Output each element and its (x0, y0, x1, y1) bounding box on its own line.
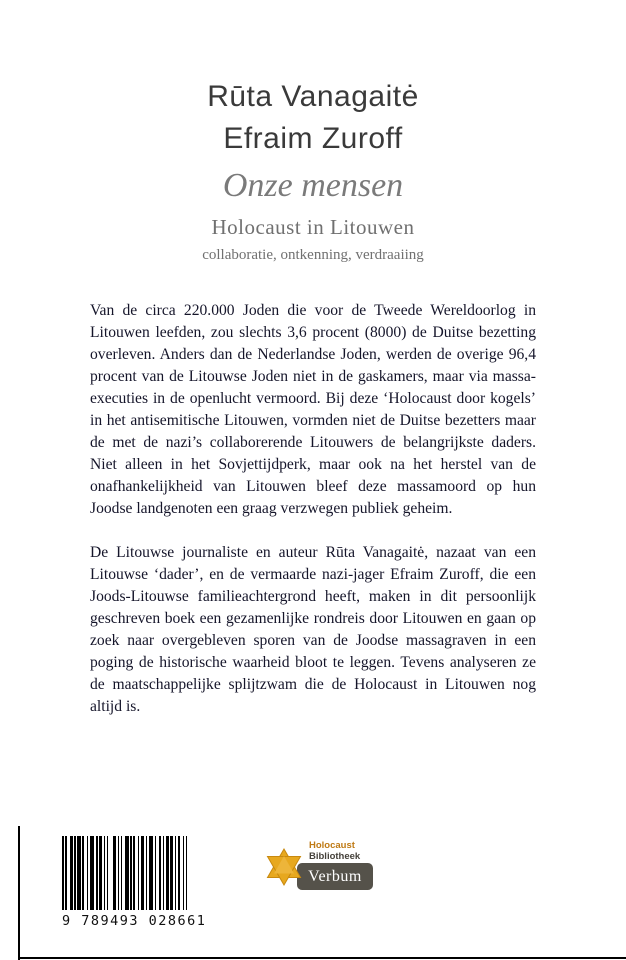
author-1: Rūta Vanagaitė (207, 80, 419, 113)
series-line-2: Bibliotheek (309, 851, 361, 862)
author-2: Efraim Zuroff (223, 122, 403, 155)
star-of-david-icon (263, 846, 305, 888)
barcode (62, 836, 212, 932)
book-subtitle: Holocaust in Litouwen (211, 215, 415, 239)
publisher-series-label (309, 840, 360, 862)
series-line-1: Holocaust (309, 840, 355, 851)
back-cover-blurb (90, 300, 536, 718)
publisher-logo (263, 841, 379, 895)
barcode-bars (62, 836, 212, 910)
blurb-paragraph-1: Van de circa 220.000 Joden die voor de Tweede Wereldoorlog in Litouwen leefden, zou slechts 3,6 procent (8000) de Duitse bezetting overleven. Anders dan de Nederlandse Joden, werden de overige 96,4 procent van de Litouwse Joden niet in de gaskamers, maar via massa-executies in de openlucht vermoord. Bij deze ‘Holocaust door kogels’ in het antisemitische Litouwen, vormden niet de Duitse bezetters maar de met de nazi’s collaborerende Litouwers de belangrijkste daders. Niet alleen in het Sovjettijdperk, maar ook na het herstel van de onafhankelijkheid van Litouwen bleef deze massamoord op hun Joodse landgenoten een graag verzwegen publiek geheim. (90, 302, 536, 517)
blurb-paragraph-2: De Litouwse journaliste en auteur Rūta Vanagaitė, nazaat van een Litouwse ‘dader’, en de vermaarde nazi-jager Efraim Zuroff, die een Joods-Litouwse familieachtergrond heeft, maken in dit persoonlijk geschreven boek een gezamenlijke rondreis door Litouwen en gaan op zoek naar overgebleven sporen van de Joodse massagraven in een poging de historische waarheid bloot te leggen. Tevens analyseren ze de maatschappelijke splijtzwam die de Holocaust in Litouwen nog altijd is. (90, 544, 536, 715)
book-title: Onze mensen (222, 167, 404, 204)
publisher-name-plate (297, 863, 373, 890)
author-names (0, 76, 626, 160)
scan-edge-bottom (18, 957, 626, 959)
publisher-name: Verbum (308, 867, 362, 885)
book-tagline: collaboratie, ontkenning, verdraaiing (202, 247, 424, 263)
scan-edge-left (18, 826, 20, 960)
barcode-digits: 9 789493 028661 (62, 913, 207, 929)
